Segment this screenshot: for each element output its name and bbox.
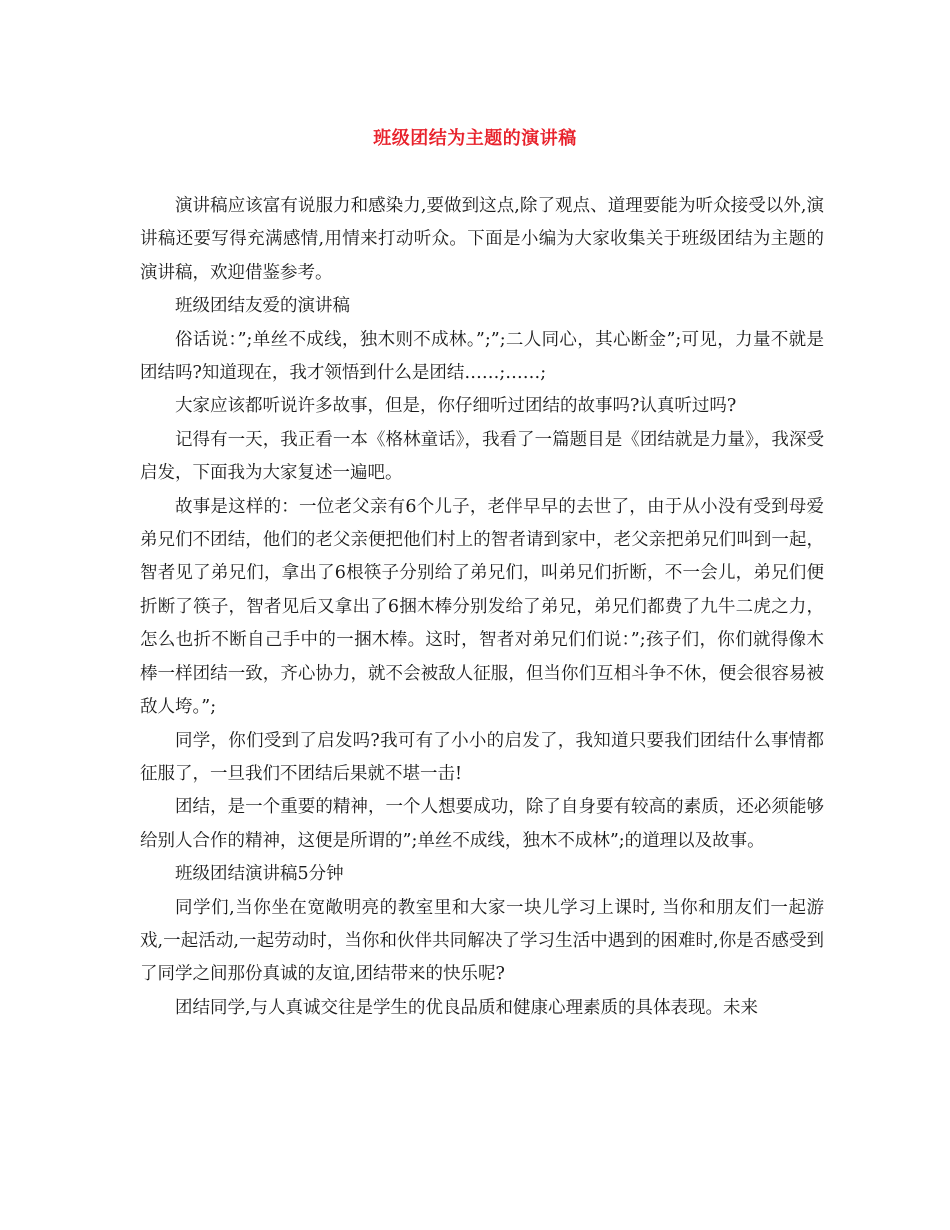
paragraph-proverb: 俗话说：”;单丝不成线，独木则不成林。”;”;二人同心，其心断金”;可见，力量不就是团结吗?知道现在，我才领悟到什么是团结……;……;: [140, 329, 824, 384]
section-heading-unity-friendship: 班级团结友爱的演讲稿: [175, 296, 350, 317]
paragraph-inspiration: 同学，你们受到了启发吗?我可有了小小的启发了，我知道只要我们团结什么事情都征服了，一旦我们不团结后果就不堪一击!: [140, 730, 824, 784]
paragraph-question: 大家应该都听说许多故事，但是，你仔细听过团结的故事吗?认真听过吗?: [175, 396, 737, 417]
paragraph-story: 故事是这样的：一位老父亲有6个儿子，老伴早早的去世了，由于从小没有受到母爱弟兄们不团结，他们的老父亲便把他们村上的智者请到家中，老父亲把弟兄们叫到一起，智者见了弟兄们，拿出了6根筷子分别给了弟兄们，叫弟兄们折断，不一会儿，弟兄们便折断了筷子，智者见后又拿出了6捆木棒分别发给了弟兄，弟兄们都费了九牛二虎之力，怎么也折不断自己手中的一捆木棒。这时，智者对弟兄们们说：”;孩子们，你们就得像木棒一样团结一致，齐心协力，就不会被敌人征服，但当你们互相斗争不休，便会很容易被敌人垮。”;: [140, 496, 824, 718]
paragraph-unity-spirit: 团结，是一个重要的精神，一个人想要成功，除了自身要有较高的素质，还必须能够给别人合作的精神，这便是所谓的”;单丝不成线，独木不成林”;的道理以及故事。: [140, 797, 824, 851]
paragraph-classmates: 同学们,当你坐在宽敞明亮的教室里和大家一块儿学习上课时, 当你和朋友们一起游戏,一起活动,一起劳动时，当你和伙伴共同解决了学习生活中遇到的困难时,你是否感受到了同学之间那份真诚的友谊,团结带来的快乐呢?: [140, 897, 824, 985]
paragraph-unite-classmates: 团结同学,与人真诚交往是学生的优良品质和健康心理素质的具体表现。未来: [175, 997, 759, 1018]
document-body: [140, 190, 824, 1025]
paragraph-grimm-tales: 记得有一天，我正看一本《格林童话》，我看了一篇题目是《团结就是力量》，我深受启发，下面我为大家复述一遍吧。: [140, 429, 824, 484]
paragraph-intro: 演讲稿应该富有说服力和感染力,要做到这点,除了观点、道理要能为听众接受以外,演讲稿还要写得充满感情,用情来打动听众。下面是小编为大家收集关于班级团结为主题的演讲稿，欢迎借鉴参考。: [140, 196, 824, 283]
section-heading-five-minute: 班级团结演讲稿5分钟: [175, 864, 344, 885]
document-title: 班级团结为主题的演讲稿: [373, 128, 577, 149]
